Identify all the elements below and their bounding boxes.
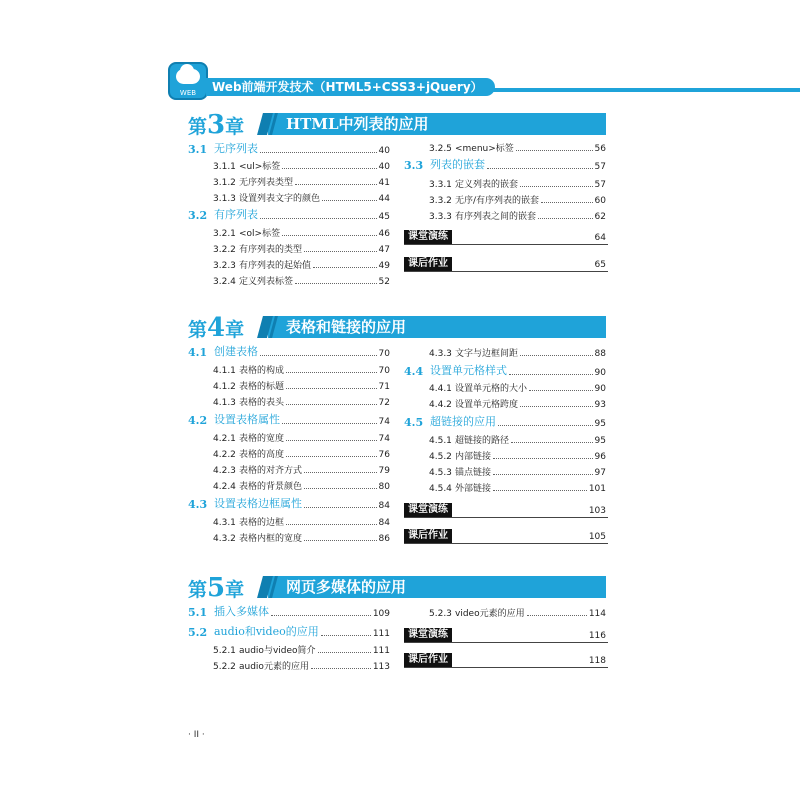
chapter-title: 表格和链接的应用 — [286, 318, 407, 336]
page-number: 64 — [594, 233, 606, 243]
page-number: 118 — [588, 656, 606, 666]
toc-entry[interactable]: 3.1 无序列表 40 — [188, 142, 390, 156]
exercise-entry[interactable] — [404, 653, 608, 668]
toc-entry[interactable]: 4.1.1 表格的构成 70 — [213, 366, 390, 376]
chapter-number: 第5章 — [188, 573, 245, 603]
page-footer: · II · — [188, 730, 205, 740]
exercise-entry[interactable] — [404, 230, 608, 245]
toc-entry[interactable]: 4.3.2 表格内框的宽度 86 — [213, 534, 390, 544]
toc-entry[interactable]: 3.2.1 <ol>标签 46 — [213, 229, 390, 239]
toc-entry[interactable]: 5.2 audio和video的应用 111 — [188, 625, 390, 639]
toc-entry[interactable]: 4.3.1 表格的边框 84 — [213, 518, 390, 528]
chapter-number: 第4章 — [188, 313, 245, 343]
toc-entry[interactable]: 4.4.1 设置单元格的大小 90 — [429, 384, 606, 394]
chapter-title: 网页多媒体的应用 — [286, 578, 407, 596]
chapter-4-header — [188, 313, 608, 343]
chapter-title: HTML中列表的应用 — [286, 115, 429, 133]
toc-entry[interactable]: 4.2 设置表格属性 74 — [188, 413, 390, 427]
toc-entry[interactable]: 4.2.1 表格的宽度 74 — [213, 434, 390, 444]
toc-entry[interactable]: 5.1 插入多媒体 109 — [188, 605, 390, 619]
exercise-label: 课后作业 — [404, 257, 452, 271]
toc-entry[interactable]: 4.3 设置表格边框属性 84 — [188, 497, 390, 511]
toc-entry[interactable]: 3.2.5 <menu>标签 56 — [429, 144, 606, 154]
toc-entry[interactable]: 4.2.2 表格的高度 76 — [213, 450, 390, 460]
toc-entry[interactable]: 3.1.1 <ul>标签 40 — [213, 162, 390, 172]
toc-entry[interactable]: 4.3.3 文字与边框间距 88 — [429, 349, 606, 359]
book-title: Web前端开发技术（HTML5+CSS3+jQuery） — [206, 78, 495, 96]
chapter-number: 第3章 — [188, 110, 245, 140]
cloud-icon — [168, 62, 208, 100]
toc-entry[interactable]: 4.2.3 表格的对齐方式 79 — [213, 466, 390, 476]
exercise-entry[interactable] — [404, 503, 608, 518]
exercise-label: 课堂演练 — [404, 503, 452, 517]
chapter-3-header — [188, 110, 608, 140]
toc-entry[interactable]: 4.4 设置单元格样式 90 — [404, 364, 606, 378]
toc-entry[interactable]: 4.2.4 表格的背景颜色 80 — [213, 482, 390, 492]
chapter-5-header — [188, 573, 608, 603]
toc-entry[interactable]: 3.3.3 有序列表之间的嵌套 62 — [429, 212, 606, 222]
toc-entry[interactable]: 4.5.3 锚点链接 97 — [429, 468, 606, 478]
toc-entry[interactable]: 5.2.1 audio与video简介 111 — [213, 646, 390, 656]
toc-entry[interactable]: 3.2.4 定义列表标签 52 — [213, 277, 390, 287]
toc-entry[interactable]: 4.1.2 表格的标题 71 — [213, 382, 390, 392]
toc-entry[interactable]: 3.2.3 有序列表的起始值 49 — [213, 261, 390, 271]
exercise-label: 课堂演练 — [404, 628, 452, 642]
chapter-title-bar — [268, 316, 606, 338]
logo-text: WEB — [179, 89, 197, 97]
toc-entry[interactable]: 3.2.2 有序列表的类型 47 — [213, 245, 390, 255]
toc-entry[interactable]: 3.2 有序列表 45 — [188, 208, 390, 222]
toc-entry[interactable]: 5.2.2 audio元素的应用 113 — [213, 662, 390, 672]
toc-entry[interactable]: 4.1 创建表格 70 — [188, 345, 390, 359]
toc-entry[interactable]: 3.3.1 定义列表的嵌套 57 — [429, 180, 606, 190]
toc-entry[interactable]: 4.5.4 外部链接 101 — [429, 484, 606, 494]
toc-entry[interactable]: 4.1.3 表格的表头 72 — [213, 398, 390, 408]
page-number: 103 — [588, 506, 606, 516]
page-number: 65 — [594, 260, 606, 270]
exercise-label: 课后作业 — [404, 529, 452, 543]
toc-entry[interactable]: 4.4.2 设置单元格跨度 93 — [429, 400, 606, 410]
exercise-entry[interactable] — [404, 628, 608, 643]
chapter-title-bar — [268, 576, 606, 598]
chapter-title-bar — [268, 113, 606, 135]
toc-entry[interactable]: 5.2.3 video元素的应用 114 — [429, 609, 606, 619]
toc-entry[interactable]: 3.1.3 设置列表文字的颜色 44 — [213, 194, 390, 204]
page-number: 116 — [588, 631, 606, 641]
toc-entry[interactable]: 4.5 超链接的应用 95 — [404, 415, 606, 429]
toc-entry[interactable]: 3.3 列表的嵌套 57 — [404, 158, 606, 172]
exercise-label: 课后作业 — [404, 653, 452, 667]
exercise-label: 课堂演练 — [404, 230, 452, 244]
page-number: 105 — [588, 532, 606, 542]
exercise-entry[interactable] — [404, 529, 608, 544]
exercise-entry[interactable] — [404, 257, 608, 272]
toc-entry[interactable]: 4.5.1 超链接的路径 95 — [429, 436, 606, 446]
toc-entry[interactable]: 3.1.2 无序列表类型 41 — [213, 178, 390, 188]
toc-entry[interactable]: 3.3.2 无序/有序列表的嵌套 60 — [429, 196, 606, 206]
toc-entry[interactable]: 4.5.2 内部链接 96 — [429, 452, 606, 462]
